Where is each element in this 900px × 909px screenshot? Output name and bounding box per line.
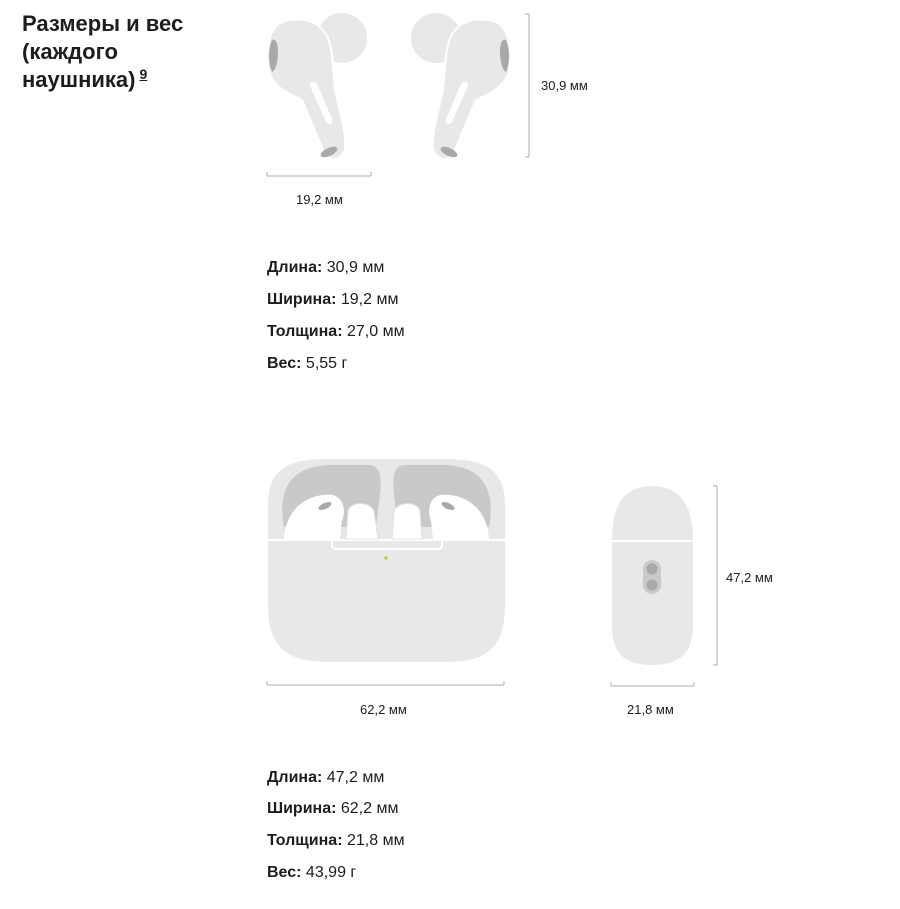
earbuds-illustration (262, 10, 542, 210)
spec-value: 5,55 г (305, 355, 348, 372)
spec-value: 47,2 мм (326, 769, 385, 786)
spec-label: Длина: (267, 259, 323, 276)
spec-label: Вес: (267, 864, 302, 881)
status-led (384, 556, 387, 559)
earbud-height-label: 30,9 мм (541, 78, 588, 93)
earbud-left-image (268, 12, 368, 159)
case-spec-thickness (267, 831, 405, 851)
section-title-text: Размеры и вес (каждого наушника) (22, 11, 184, 92)
earbud-spec-width (267, 290, 398, 310)
case-depth-dimension-line (611, 682, 694, 686)
spec-value: 21,8 мм (346, 832, 405, 849)
spec-value: 30,9 мм (326, 259, 385, 276)
earbud-spec-weight (267, 354, 347, 374)
section-title (22, 10, 232, 94)
footnote-link[interactable]: 9 (139, 65, 148, 82)
case-height-dimension-line (713, 486, 717, 665)
spec-value: 27,0 мм (346, 323, 405, 340)
spec-label: Толщина: (267, 323, 343, 340)
case-spec-length (267, 768, 384, 788)
case-width-dimension-line (267, 681, 504, 685)
earbud-right-image (410, 12, 510, 159)
earbud-height-dimension-line (525, 14, 529, 157)
case-width-label: 62,2 мм (360, 702, 407, 717)
case-open-illustration (262, 455, 512, 695)
case-spec-width (267, 799, 398, 819)
spec-value: 43,99 г (305, 864, 357, 881)
earbud-spec-thickness (267, 322, 405, 342)
spec-label: Толщина: (267, 832, 343, 849)
case-depth-label: 21,8 мм (627, 702, 674, 717)
spec-label: Длина: (267, 769, 323, 786)
case-spec-weight (267, 863, 356, 883)
spec-label: Ширина: (267, 291, 337, 308)
earbud-width-label: 19,2 мм (296, 192, 343, 207)
spec-label: Вес: (267, 355, 302, 372)
earbud-width-dimension-line (267, 172, 371, 176)
spec-label: Ширина: (267, 800, 337, 817)
earbud-spec-length (267, 258, 384, 278)
spec-value: 19,2 мм (340, 291, 399, 308)
case-height-label: 47,2 мм (726, 570, 773, 585)
spec-value: 62,2 мм (340, 800, 399, 817)
case-side-illustration (606, 480, 726, 692)
